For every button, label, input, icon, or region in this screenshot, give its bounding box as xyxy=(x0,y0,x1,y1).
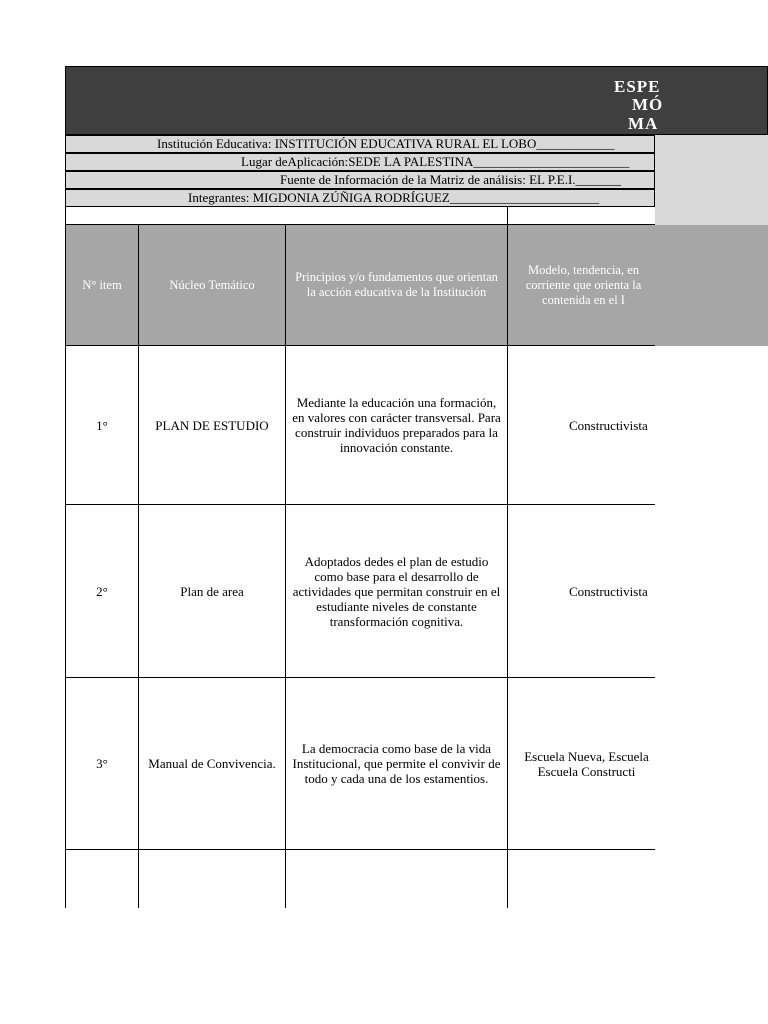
title-line-3: MA xyxy=(628,114,659,133)
header-model-text: Modelo, tendencia, en corriente que orienta la contenida en el I xyxy=(525,262,642,307)
header-nucleus: Núcleo Temático xyxy=(139,225,286,346)
row-3-principles: La democracia como base de la vida Institucional, que permite el convivir de todo y cada una de los estamentios. xyxy=(286,678,508,850)
row-2-principles: Adoptados dedes el plan de estudio como base para el desarrollo de actividades que permitan construir en el estudiante niveles de constante transformación cognitiva. xyxy=(286,505,508,678)
header-item: N° item xyxy=(65,225,139,346)
row-1-item: 1° xyxy=(65,346,139,505)
row-3-nucleus: Manual de Convivencia. xyxy=(139,678,286,850)
row-1-principles: Mediante la educación una formación, en valores con carácter transversal. Para construir individuos preparados para la innovación constante. xyxy=(286,346,508,505)
header-tail xyxy=(655,225,768,346)
row-1-nucleus: PLAN DE ESTUDIO xyxy=(139,346,286,505)
row-2-nucleus: Plan de area xyxy=(139,505,286,678)
row-4-principles xyxy=(286,850,508,908)
spacer-row xyxy=(65,207,508,225)
row-3-model-text: Escuela Nueva, Escuela Escuela Constructi xyxy=(524,748,649,779)
row-2-model: Constructivista xyxy=(508,505,655,678)
header-model xyxy=(508,225,655,346)
row-3-item: 3° xyxy=(65,678,139,850)
place-row xyxy=(65,153,655,171)
info-side-panel xyxy=(655,135,768,225)
spacer-row-right xyxy=(508,207,655,225)
institution-text: Institución Educativa: INSTITUCIÓN EDUCATIVA RURAL EL LOBO____________ xyxy=(157,136,615,151)
title-band xyxy=(65,66,768,135)
row-4-nucleus xyxy=(139,850,286,908)
row-3-model xyxy=(508,678,655,850)
source-row xyxy=(65,171,655,189)
members-text: Integrantes: MIGDONIA ZÚÑIGA RODRÍGUEZ_______________________ xyxy=(188,190,600,205)
header-principles: Principios y/o fundamentos que orientan la acción educativa de la Institución xyxy=(286,225,508,346)
title-line-1: ESPE xyxy=(614,77,661,96)
row-4-item xyxy=(65,850,139,908)
title-line-2: MÓ xyxy=(632,95,664,114)
place-text: Lugar deAplicación:SEDE LA PALESTINA________________________ xyxy=(241,154,630,169)
institution-row xyxy=(65,135,655,153)
row-1-model: Constructivista xyxy=(508,346,655,505)
members-row xyxy=(65,189,655,207)
row-2-item: 2° xyxy=(65,505,139,678)
source-text: Fuente de Información de la Matriz de análisis: EL P.E.I._______ xyxy=(280,172,622,187)
row-4-model xyxy=(508,850,655,908)
